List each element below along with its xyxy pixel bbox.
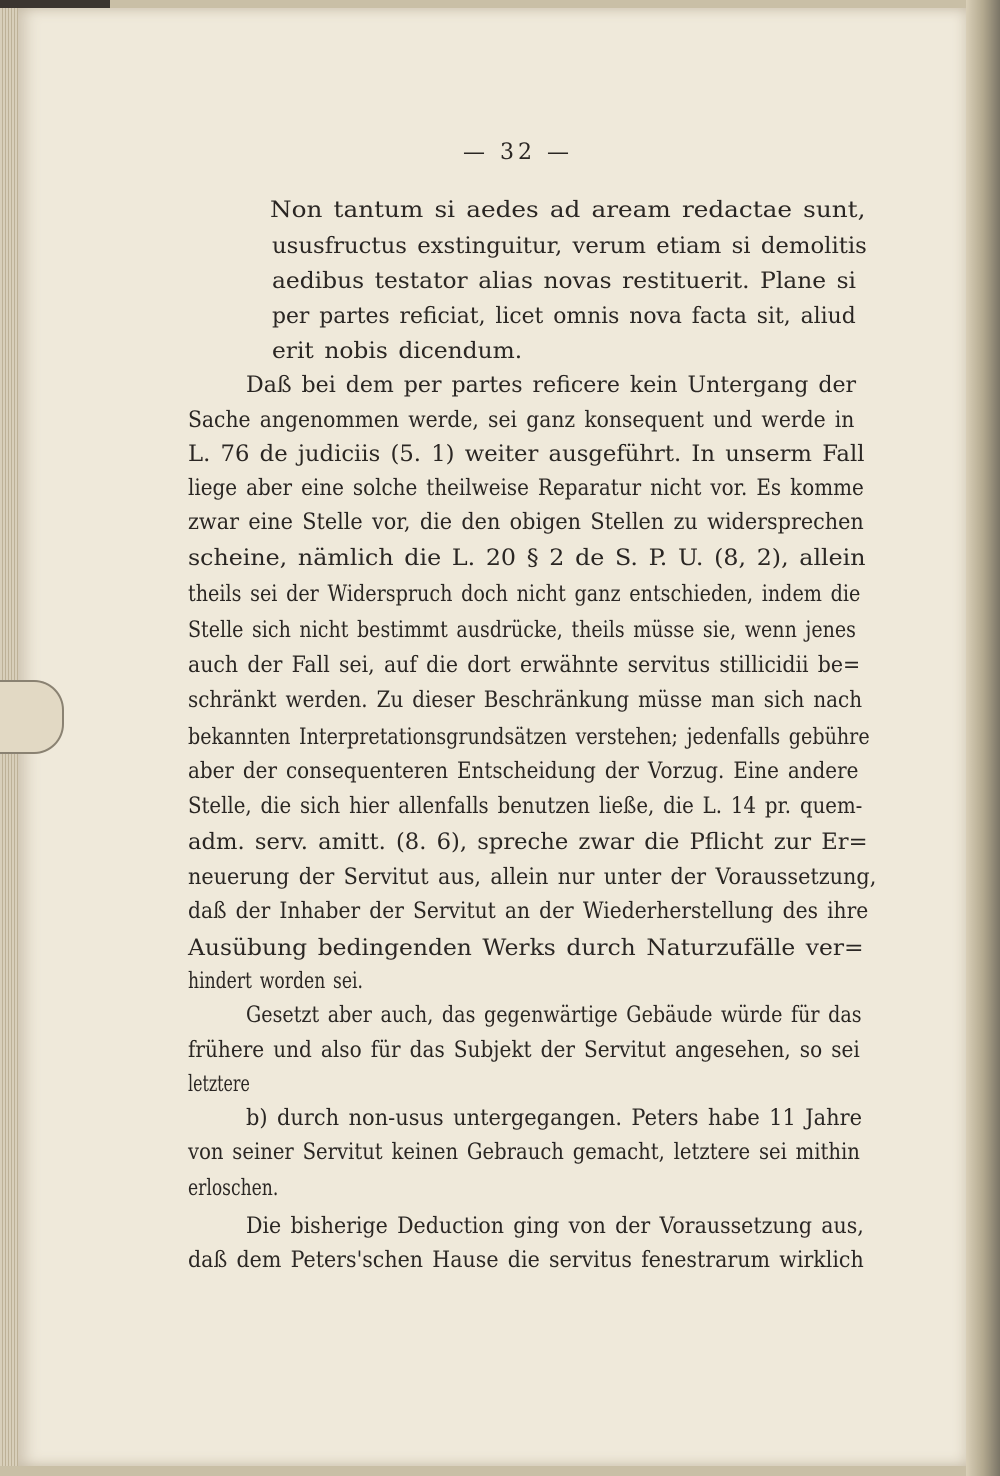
text-line: theils sei der Widerspruch doch nicht ganz entschieden, indem die (188, 581, 861, 607)
text-line: auch der Fall sei, auf die dort erwähnte servitus stillicidii be= (188, 652, 861, 678)
text-line: letztere (188, 1071, 250, 1097)
text-line: Daß bei dem per partes reficere kein Untergang der (246, 372, 857, 398)
text-line: bekannten Interpretationsgrundsätzen verstehen; jedenfalls gebühre (188, 724, 870, 750)
text-line: von seiner Servitut keinen Gebrauch gemacht, letztere sei mithin (188, 1139, 860, 1165)
text-line: adm. serv. amitt. (8. 6), spreche zwar die Pflicht zur Er= (188, 829, 868, 855)
text-line: scheine, nämlich die L. 20 § 2 de S. P. U. (8, 2), allein (188, 545, 866, 571)
text-line: erloschen. (188, 1175, 279, 1201)
text-line: Die bisherige Deduction ging von der Voraussetzung aus, (246, 1213, 864, 1239)
text-line: Stelle, die sich hier allenfalls benutzen ließe, die L. 14 pr. quem- (188, 793, 863, 819)
text-line: aber der consequenteren Entscheidung der Vorzug. Eine andere (188, 758, 859, 784)
text-line: daß dem Peters'schen Hause die servitus fenestrarum wirklich (188, 1247, 864, 1273)
page-number: — 32 — (463, 140, 573, 165)
text-line: liege aber eine solche theilweise Reparatur nicht vor. Es komme (188, 475, 864, 501)
text-line: Sache angenommen werde, sei ganz konsequent und werde in (188, 407, 855, 433)
text-line: Non tantum si aedes ad aream redactae sunt, (270, 197, 866, 223)
bookmark-tab (0, 680, 64, 754)
text-line: Stelle sich nicht bestimmt ausdrücke, theils müsse sie, wenn jenes (188, 617, 856, 643)
text-line: Gesetzt aber auch, das gegenwärtige Gebäude würde für das (246, 1002, 862, 1028)
text-line: erit nobis dicendum. (272, 338, 523, 364)
text-line: frühere und also für das Subjekt der Servitut angesehen, so sei (188, 1037, 860, 1063)
text-line: Ausübung bedingenden Werks durch Naturzufälle ver= (188, 935, 864, 961)
text-line: hindert worden sei. (188, 968, 363, 994)
text-line: L. 76 de judiciis (5. 1) weiter ausgeführt. In unserm Fall (188, 441, 865, 467)
text-line: schränkt werden. Zu dieser Beschränkung müsse man sich nach (188, 687, 863, 713)
text-line: aedibus testator alias novas restituerit. Plane si (272, 268, 857, 294)
text-line: ususfructus exstinguitur, verum etiam si demolitis (272, 233, 867, 259)
text-line: neuerung der Servitut aus, allein nur unter der Voraussetzung, (188, 864, 877, 890)
text-line: zwar eine Stelle vor, die den obigen Stellen zu widersprechen (188, 509, 864, 535)
text-line: daß der Inhaber der Servitut an der Wiederherstellung des ihre (188, 898, 869, 924)
book-fore-edge (966, 0, 1000, 1476)
text-line: b) durch non-usus untergegangen. Peters habe 11 Jahre (246, 1105, 863, 1131)
text-line: per partes reficiat, licet omnis nova facta sit, aliud (272, 303, 856, 329)
